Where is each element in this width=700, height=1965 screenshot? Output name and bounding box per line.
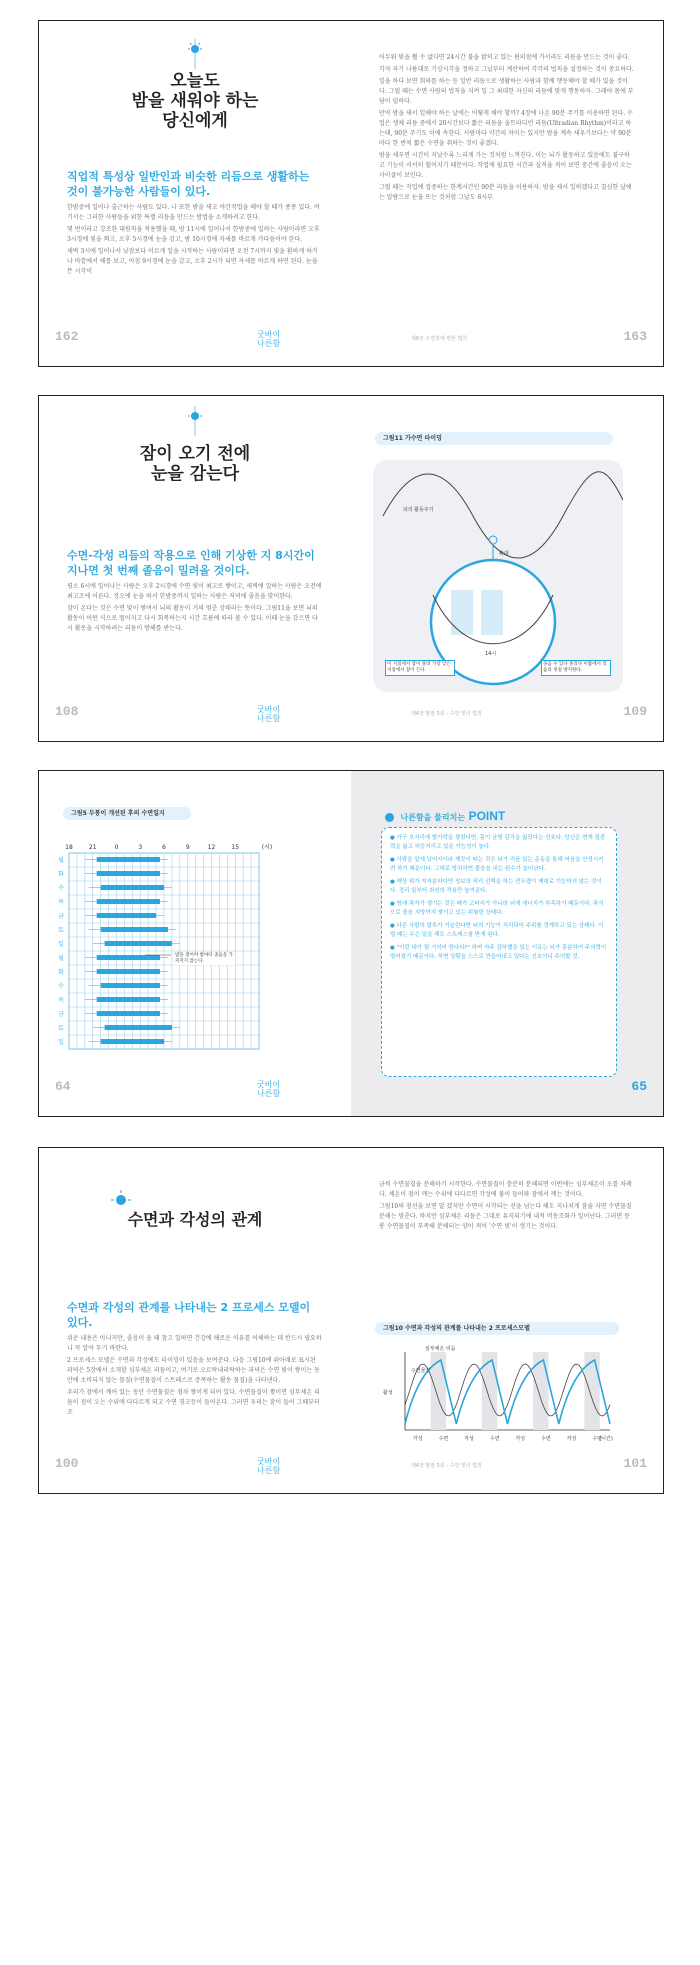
book-logo: [257, 330, 280, 348]
page-number-left: 108: [55, 704, 79, 719]
day-label: 일: [58, 1039, 64, 1046]
hour-tick-label: 12: [207, 844, 216, 851]
title-line: 눈을 감는다: [150, 464, 240, 484]
sleep-band: [482, 1352, 497, 1430]
running-head: 제4장 밤잠 5분 - 수면 빚의 법칙: [411, 711, 482, 717]
page-number-right: 65: [631, 1079, 647, 1094]
x-tick-label: 수면: [489, 1436, 500, 1442]
day-label: 화: [58, 969, 64, 976]
day-label: 목: [58, 997, 64, 1004]
graph-label: 뇌의 활동주기: [403, 507, 434, 513]
chart-annotation: 밤을 샜어야 밤마다 졸음을 가져지지 않는다.: [175, 953, 235, 965]
spread-4-right-page: [351, 1148, 663, 1493]
spread-2-title: [79, 444, 311, 484]
point-heading: [385, 809, 505, 823]
point-item: ● "이런 내가 될 거지어 한다라?" 하며 자주 감하했을 있는 이유는 뇌가 흥분하여 주의력이 떨어졌기 때문이다. 하면 상황을 스스로 만들어내고 있다는 신호이니 주의할 것.: [390, 945, 607, 960]
x-tick-label: 수면: [541, 1436, 551, 1442]
logo-line: 굿바이: [257, 1080, 281, 1089]
sleep-band: [533, 1352, 548, 1430]
point-item: ● 방에 과자가 생기는 것은 배가 고파서가 아니라 뇌에 에너지가 부족하기 때문이다. 과식으로 졸음 지방까지 쌓이고 있는 위험한 상태다.: [390, 901, 604, 916]
spread-1-lead: 직업적 특성상 일반인과 비슷한 리듬으로 생활하는 것이 불가능한 사람들이 있다.: [67, 170, 310, 198]
point-text: 책상 위가 지저분하다면 정보의 처리 선택을 하는 전두엽이 제대로 기능하지 않는 것이다. 정리 일부터 최선의 작용만 높여준다.: [390, 879, 602, 894]
x-tick-label: 각성: [464, 1436, 474, 1442]
point-heading-prefix: 나른함을 물리치는: [400, 813, 466, 822]
x-tick-label: 수면: [438, 1436, 449, 1442]
x-tick-label: 수면: [592, 1436, 603, 1442]
logo-line: 나른함: [257, 1089, 281, 1098]
paragraph: 금씩 수면물질을 분해하기 시작한다. 수면물질이 충분히 분해되면 이번에는 심부체온이 오를 차례다. 체온이 점이 깨는 수위에 다다르면 각성에 불이 들어와 잠에서 깨는 것이다.: [379, 1181, 632, 1198]
spread-1-right-page: [351, 21, 663, 366]
curve-label: 심부체온 리듬: [425, 1346, 456, 1352]
logo-line: 나른함: [257, 339, 281, 348]
paragraph: 쉬운 내용은 아니지만, 졸음이 올 때 참고 일하면 건강에 해로운 이유를 이해하는 데 반드시 필요하니 꼭 알아 두기 바란다.: [67, 1335, 322, 1352]
paragraph: 우리가 잠에서 깨어 있는 동안 수면물질은 점차 쌓이게 되어 있다. 수면물질이 쌓이면 심부체온 리듬이 점이 오는 수위에 다다르게 되고 수면 경고등이 들어온다. 그러면 우리는 잠이 들어 그때부터 조: [67, 1389, 320, 1416]
paragraph: 어두워 빛을 쬘 수 없다면 24시간 불을 밝히고 있는 편의점에 가서라도 리듬을 만드는 것이 좋다.: [379, 54, 630, 61]
point-item: ● 사람을 앞에 넘어지더라 깨끗이 떠는 것은 뇌가 리듬 있는 운동을 통해 마음을 안정시키려 하기 때문이다. 그대로 방치하면 졸음을 내는 원수가 늘어난다.: [390, 857, 604, 872]
eyes-closed-zone: [451, 590, 473, 635]
time-label: 14시: [485, 651, 497, 657]
point-item: ● 다른 사람의 말투가 거슬린다면 뇌의 기능이 처리되어 주위를 경계하고 있는 상태다. 이럴 때는 무슨 일을 해도 스트레스를 받게 된다.: [390, 923, 604, 938]
sleep-band: [584, 1352, 599, 1430]
paragraph: 한밤중에 일어나 출근하는 사람도 있다. 나 또한 밤을 새고 야간작업을 해야 할 때가 종종 있다. 여기서는 그러한 사람들을 위한 특별 리듬을 만드는 방법을 소개하려고 한다.: [67, 204, 320, 221]
point-text: 방에 과자가 생기는 것은 배가 고파서가 아니라 뇌에 에너지가 부족하기 때문이다. 과식으로 졸음 지방까지 쌓이고 있는 위험한 상태다.: [390, 901, 604, 916]
paragraph: 새벽 3시에 일어나서 낮잠보다 이르게 일을 시작하는 사람이라면 오전 7시까지 빛을 환하게 하거나 바깥에서 해를 보고, 아침 9시경에 눈을 감고, 오후 2시가 되면 자세를 바르게 하면 된다. 눈을 뜬 시각이: [67, 248, 318, 275]
figure-label: 그림11 가수면 타이밍: [375, 432, 613, 445]
lightbulb-icon: [185, 406, 205, 436]
spread-2: [38, 395, 664, 742]
paragraph: 2 프로세스 모델은 수면과 각성에도 타이밍이 있음을 보여준다. 다음 그림10에 위아래로 표시된 과녁은 5장에서 소개할 심부체온 리듬이고, 여기로 오르락내리락하는 과녁은 수면 빛이 쌓이는 동안에 소비되지 않는 물질(수면물질이 스트레스로 증폭하는 활동 물질)을 나타낸다.: [67, 1357, 320, 1384]
spread-1-body-right: [379, 53, 635, 321]
spread-4-body-right: [379, 1180, 635, 1290]
paragraph: 일을 하다 보면 회의를 하는 등 일반 리듬으로 생활하는 사람과 함께 행동해야 할 때가 있을 것이다. 그럴 때는 수면 사람의 법칙을 지켜 일 그 최대한 자신의 리듬에 맞게 행동하자. 그래야 몸에 부담이 덜하다.: [379, 78, 634, 105]
spread-1-title: [79, 71, 311, 131]
logo-line: 나른함: [257, 1466, 281, 1475]
day-label: 금: [58, 1011, 64, 1018]
lightbulb-icon: [185, 39, 205, 69]
running-head: 제6장 수면장애 편한 법칙: [411, 336, 468, 342]
spread-4-left-page: [39, 1148, 351, 1493]
nap-zone: [481, 590, 503, 635]
sleep-diary-chart: [53, 839, 283, 1059]
day-label: 월: [58, 955, 64, 962]
day-label: 토: [58, 1025, 64, 1032]
point-item: ● 가구 모서리에 발가락을 찧었다면, 몸이 균형 감각을 잃었다는 신호다. 당신은 현재 집중력을 잃고 허둥거리고 있을 가능성이 높다.: [390, 835, 606, 850]
spread-4-body-left: [67, 1334, 323, 1454]
figure-label: 그림5 두통이 개선된 후의 수면일지: [63, 807, 191, 820]
page-number-left: 64: [55, 1079, 71, 1094]
x-tick-label: (시간): [599, 1436, 613, 1442]
x-tick-label: 각성: [515, 1436, 526, 1442]
brain-activity-curve: [383, 472, 623, 558]
paragraph: 그림10의 점선을 보면 알 겠지만 수면이 시작되는 선을 넘는다 해도 지나치게 잠을 자면 수면물질 분해는 멈춘다. 하지만 심부체온 리듬은 그대로 유지되기에 내적 비동조화가 일어난다. 그러면 몽롱 수면물질이 부족해 분해되는 양이 적어 '수면 빚'이 생기는 것이다.: [379, 1203, 632, 1230]
spread-2-left-page: [39, 396, 351, 741]
spread-4-title: 수면과 각성의 관계: [127, 1210, 263, 1229]
day-label: 금: [58, 913, 64, 920]
book-logo: [257, 1080, 280, 1098]
x-tick-label: 각성: [412, 1436, 423, 1442]
book-logo: [257, 705, 280, 723]
day-label: 화: [58, 871, 64, 878]
note-left: 이 지점에서 잠이 몰려 가장 낮은 지점에서 잠이 든다.: [385, 660, 455, 676]
spread-1-left-page: [39, 21, 351, 366]
figure-panel: [373, 460, 623, 692]
spread-3: [38, 770, 664, 1117]
hour-tick-label: 6: [162, 844, 166, 851]
point-text: 사람을 앞에 넘어지더라 깨끗이 떠는 것은 뇌가 리듬 있는 운동을 통해 마음을 안정시키려 하기 때문이다. 그대로 방치하면 졸음을 내는 원수가 늘어난다.: [390, 857, 604, 872]
nap-timing-diagram: [373, 460, 623, 692]
zoom-point: [489, 536, 497, 544]
paragraph: 그럴 때는 작업에 집중하는 한계시간인 90분 리듬을 이용하자. 밤을 새서 일하겠다고 결심한 날에는 알람으로 눈을 뜨는 것처럼 그날도 8시부: [379, 184, 632, 201]
lightbulb-icon: [385, 813, 394, 822]
title-line: 오늘도: [170, 71, 220, 91]
title-line: 당신에게: [162, 111, 228, 131]
day-label: 수: [58, 885, 64, 892]
point-box: [381, 827, 617, 1077]
hour-tick-label: 3: [138, 844, 143, 851]
day-label: 일: [58, 941, 64, 948]
hour-tick-label: (시): [261, 844, 273, 851]
hour-tick-label: 21: [88, 844, 97, 851]
spread-2-body-left: [67, 582, 323, 700]
book-logo: [257, 1457, 280, 1475]
spread-1-body-left: [67, 203, 323, 323]
zoom-label: 확대: [499, 551, 509, 557]
spread-3-right-page: [351, 771, 663, 1116]
title-line: 잠이 오기 전에: [139, 444, 251, 464]
spread-1: [38, 20, 664, 367]
paragraph: 잠이 온다는 것은 수면 빛이 쌓여서 뇌의 활동이 거의 멈춘 상태라는 뜻이다. 그림11을 보면 뇌의 활동이 어떤 식으로 떨어지고 다시 회복하는지 시간 흐름에 따라 볼 수 있다. 이때 눈을 감으면 다시 활동을 시작하려는 리듬이 방해를 받는다.: [67, 605, 318, 632]
hour-tick-label: 0: [114, 844, 119, 851]
paragraph: 몇 번이라고 강조한 대원칙을 적용했을 때, 밤 11시에 일어나서 한밤중에 일하는 사람이라면 오후 3시경에 빛을 쬐고, 오후 5시경에 눈을 감고, 밤 10시경에 자세를 바르게 가다듬어야 한다.: [67, 226, 320, 243]
page-number-right: 163: [623, 329, 647, 344]
paragraph: 평소 6시에 일어나는 사람은 오후 2시경에 수면 빛이 최고로 쌓이고, 새벽에 일하는 사람은 오전에 최고조에 이른다. 정오에 눈을 떠서 한밤중까지 일하는 사람은 저녁에 졸음을 맞이한다.: [67, 583, 322, 600]
y-axis-label: 활성: [383, 1390, 393, 1396]
day-label: 월: [58, 857, 64, 864]
spread-4: [38, 1147, 664, 1494]
point-heading-word: POINT: [468, 809, 506, 823]
logo-line: 굿바이: [257, 330, 281, 339]
spread-3-left-page: [39, 771, 351, 1116]
title-line: 밤을 새워야 하는: [131, 91, 259, 111]
x-tick-label: 각성: [566, 1436, 577, 1442]
day-label: 목: [58, 899, 64, 906]
point-item: ● 책상 위가 지저분하다면 정보의 처리 선택을 하는 전두엽이 제대로 기능하지 않는 것이다. 정리 일부터 최선의 작용만 높여준다.: [390, 879, 602, 894]
note-right: 졸음 수 있다 몰리다 이쯤에서 리듬의 정점 방지한다.: [541, 660, 611, 676]
running-head: 제4장 밤잠 5분 - 수면 빚의 법칙: [411, 1463, 482, 1469]
paragraph: 밤을 새우면 시간이 지날수록 느리게 가는 것처럼 느껴진다. 이는 뇌가 활동하고 있음에도 불구하고 기능이 서서히 떨어지기 때문이다. 작업에 필요한 시간과 실적을 적어 보면 중간에 졸음이 오는 사이클이 보인다.: [379, 152, 632, 179]
logo-line: 나른함: [257, 714, 281, 723]
point-text: "이런 내가 될 거지어 한다라?" 하며 자주 감하했을 있는 이유는 뇌가 흥분하여 주의력이 떨어졌기 때문이다. 하면 상황을 스스로 만들어내고 있다는 신호이니 주의할 것.: [390, 945, 607, 960]
logo-line: 굿바이: [257, 1457, 281, 1466]
spread-2-right-page: [351, 396, 663, 741]
paragraph: 만약 밤을 새서 일해야 하는 날에는 어떻게 해야 할까? 4장에 나온 90분 주기를 이용하면 된다. 수업은 생체 리듬 중에서 20시간보다 짧은 리듬을 울트라디언 리듬(Ultradian Rhythm)이라고 하는데, 90분 주기도 이에 속한다. 사람마다 약간의 차이는 있지만 밤을 계속 새우기보다는 약 90분마다 한 번씩 짧은 수면을 취하는 것이 좋겠다.: [379, 110, 633, 147]
two-process-model-chart: [375, 1342, 635, 1457]
hour-tick-label: 15: [231, 844, 240, 851]
page-number-left: 100: [55, 1456, 79, 1471]
hour-tick-label: 18: [65, 844, 73, 851]
hour-tick-label: 9: [185, 844, 190, 851]
curve-label: 수면물질: [411, 1368, 431, 1374]
logo-line: 굿바이: [257, 705, 281, 714]
page-number-right: 101: [623, 1456, 647, 1471]
day-label: 토: [58, 927, 64, 934]
sleep-band: [431, 1352, 446, 1430]
lightbulb-icon: [109, 1188, 133, 1212]
spread-2-lead: 수면-각성 리듬의 작용으로 인해 기상한 지 8시간이 지나면 첫 번째 졸음이 밀려올 것이다.: [67, 549, 315, 577]
day-label: 수: [58, 983, 64, 990]
point-text: 다른 사람의 말투가 거슬린다면 뇌의 기능이 처리되어 주위를 경계하고 있는 상태다. 이럴 때는 무슨 일을 해도 스트레스를 받게 된다.: [390, 923, 604, 938]
paragraph: 각자 자기 나름대로 기상시각을 정하고 그날부터 계산하여 각각의 법칙을 설정하는 것이 중요하다.: [379, 66, 634, 73]
figure-label: 그림10 수면과 각성의 관계를 나타내는 2 프로세스모델: [375, 1322, 619, 1335]
spread-4-lead: 수면과 각성의 관계를 나타내는 2 프로세스 모델이 있다.: [67, 1301, 311, 1329]
point-text: 가구 모서리에 발가락을 찧었다면, 몸이 균형 감각을 잃었다는 신호다. 당신은 현재 집중력을 잃고 허둥거리고 있을 가능성이 높다.: [390, 835, 606, 850]
page-number-right: 109: [623, 704, 647, 719]
page-number-left: 162: [55, 329, 79, 344]
